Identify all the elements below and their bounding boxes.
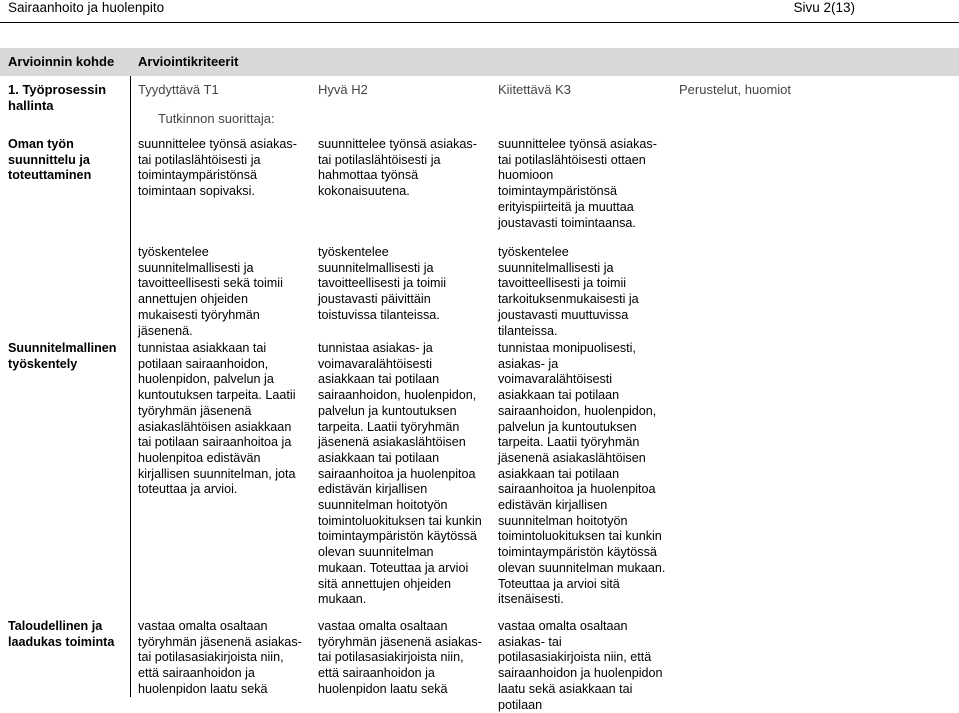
criteria-h2: vastaa omalta osaltaan työryhmän jäsenenä asiakas- tai potilasasiakirjoista niin, että sairaanhoidon ja huolenpidon laatu sekä — [318, 619, 482, 696]
header-divider — [0, 22, 959, 23]
level-k3: Kiitettävä K3 — [498, 82, 571, 97]
criteria-h2: suunnittelee työnsä asiakas- tai potilaslähtöisesti ja hahmottaa työnsä kokonaisuutena. — [318, 137, 477, 199]
criteria-k3: suunnittelee työnsä asiakas- tai potilaslähtöisesti ottaen huomioon toimintaympäristönsä erityispiirteitä ja muuttaa joustavasti toimintaansa. — [498, 137, 657, 230]
column-header-criteria: Arviointikriteerit — [138, 54, 239, 69]
page-number: Sivu 2(13) — [793, 0, 855, 15]
row-label: Suunnitelmallinen työskentely — [8, 341, 117, 371]
criteria-k3: vastaa omalta osaltaan asiakas- tai potilasasiakirjoista niin, että sairaanhoidon ja huolenpidon laatu sekä asiakkaan tai potilaan — [498, 619, 663, 712]
row-label: Taloudellinen ja laadukas toiminta — [8, 619, 115, 649]
criteria-t1: vastaa omalta osaltaan työryhmän jäsenenä asiakas- tai potilasasiakirjoista niin, että sairaanhoidon ja huolenpidon laatu sekä — [138, 619, 302, 696]
section-title: 1. Työprosessin hallinta — [8, 82, 107, 113]
level-h2: Hyvä H2 — [318, 82, 368, 97]
criteria-t1: työskentelee suunnitelmallisesti ja tavoitteellisesti sekä toimii annettujen ohjeiden mukaisesti työryhmän jäsenenä. — [138, 245, 283, 338]
row-label: Oman työn suunnittelu ja toteuttaminen — [8, 137, 92, 183]
notes-heading: Perustelut, huomiot — [679, 82, 792, 97]
criteria-t1: tunnistaa asiakkaan tai potilaan sairaanhoidon, huolenpidon, palvelun ja kuntoutuksen tarpeita. Laatii työryhmän jäsenenä asiakaslähtöisen asiakkaan tai potilaan sairaanhoitoa ja huolenpitoa edistävän kirjallisen suunnitelman, jota toteuttaa ja arvioi. — [138, 341, 296, 497]
level-t1: Tyydyttävä T1 — [138, 82, 219, 97]
criteria-h2: tunnistaa asiakas- ja voimavaralähtöisesti asiakkaan tai potilaan sairaanhoidon, huolenpidon, palvelun ja kuntoutuksen tarpeita. Laatii työryhmän jäsenenä asiakaslähtöisen asiakkaan tai potilaan sairaanhoitoa ja huolenpitoa edistävän kirjallisen suunnitelman hoitotyön toimintoluokituksen tai kunkin toimintaympäristön käytössä olevan suunnitelman mukaan. Toteuttaa ja arvioi sitä annettujen ohjeiden mukaan. — [318, 341, 482, 607]
criteria-k3: työskentelee suunnitelmallisesti ja tavoitteellisesti ja toimii tarkoituksenmukaisesti ja joustavasti muuttuvissa tilanteissa. — [498, 245, 639, 338]
document-title: Sairaanhoito ja huolenpito — [8, 0, 165, 15]
column-header-target: Arvioinnin kohde — [8, 54, 115, 69]
criteria-t1: suunnittelee työnsä asiakas- tai potilaslähtöisesti ja toimintaympäristönsä toimintaan sopivaksi. — [138, 137, 297, 199]
column-divider — [130, 76, 131, 697]
criteria-h2: työskentelee suunnitelmallisesti ja tavoitteellisesti ja toimii joustavasti päivittäin toistuvissa tilanteissa. — [318, 245, 447, 322]
criteria-k3: tunnistaa monipuolisesti, asiakas- ja voimavaralähtöisesti asiakkaan tai potilaan sairaanhoidon, huolenpidon, palvelun ja kuntoutuksen tarpeita. Laatii työryhmän jäsenenä asiakaslähtöisen asiakkaan tai potilaan sairaanhoitoa ja huolenpitoa edistävän kirjallisen suunnitelman hoitotyön toimintoluokituksen tai kunkin toimintaympäristön käytössä olevan suunnitelman mukaan. Toteuttaa ja arvioi sitä itsenäisesti. — [498, 341, 666, 607]
assessed-label: Tutkinnon suorittaja: — [158, 111, 275, 126]
